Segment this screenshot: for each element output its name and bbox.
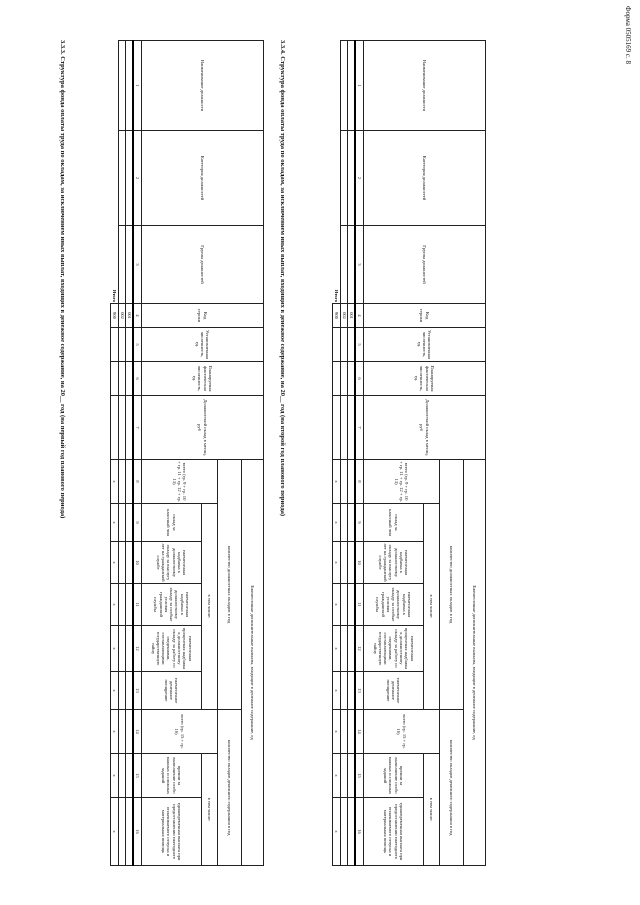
colnum-10: 10 bbox=[355, 542, 364, 584]
section-2-table bbox=[332, 40, 486, 866]
total-v16: x bbox=[333, 798, 341, 866]
hdr-salary: Должностной оклад в месяц, руб bbox=[364, 396, 486, 460]
total-row bbox=[111, 41, 119, 866]
hdr-total-8: всего (гр. 9 + гр. 10 + гр. 11 + гр. 12 + гр. 13) bbox=[142, 460, 218, 504]
hdr-established: Установленная численность, ед. bbox=[142, 328, 264, 362]
cell-category[interactable] bbox=[119, 131, 126, 226]
cell-group[interactable] bbox=[348, 226, 356, 304]
cell-v10[interactable] bbox=[348, 542, 356, 584]
hdr-monthly-group: Ежемесячные дополнительные выплаты, входящие в денежное содержание, ед bbox=[242, 460, 264, 866]
colnum-13: 13 bbox=[355, 672, 364, 710]
cell-v10[interactable] bbox=[119, 542, 126, 584]
hdr-category: Категория должностей bbox=[364, 131, 486, 226]
cell-category[interactable] bbox=[341, 131, 348, 226]
colnum-16: 16 bbox=[355, 798, 364, 866]
total-v6[interactable] bbox=[333, 362, 341, 396]
cell-v7[interactable] bbox=[126, 396, 134, 460]
hdr-c15: премии за выполнение особо важных и сложных заданий bbox=[142, 754, 202, 798]
section-2-title: 3.3.4. Структура фонда оплаты труда по окладам, за исключением иных выплат, входящих в денежное содержание, на 20__ год (на второй год планового периода) bbox=[279, 40, 286, 517]
table-row bbox=[348, 41, 356, 866]
cell-v12[interactable] bbox=[348, 626, 356, 672]
cell-v13[interactable] bbox=[119, 672, 126, 710]
hdr-c12: ежемесячная процентная надбавка к должностному окладу за работу со сведениями, составляющими государственную тайну bbox=[142, 626, 202, 672]
cell-v9[interactable] bbox=[119, 504, 126, 542]
cell-v10[interactable] bbox=[341, 542, 348, 584]
cell-v8[interactable] bbox=[341, 460, 348, 504]
colnum-12: 12 bbox=[355, 626, 364, 672]
hdr-salaries-count: количество должностных окладов в год bbox=[440, 460, 464, 710]
total-v5[interactable] bbox=[333, 328, 341, 362]
colnum-4: 4 bbox=[355, 304, 364, 328]
hdr-category: Категория должностей bbox=[142, 131, 264, 226]
hdr-salaries-count-content: количество окладов денежного содержания в год bbox=[440, 710, 464, 866]
hdr-c13: ежемесячное денежное поощрение bbox=[364, 672, 424, 710]
colnum-16: 16 bbox=[133, 798, 142, 866]
total-v8: x bbox=[333, 460, 341, 504]
colnum-15: 15 bbox=[355, 754, 364, 798]
cell-v7[interactable] bbox=[348, 396, 356, 460]
total-v10: x bbox=[111, 542, 119, 584]
cell-v9[interactable] bbox=[348, 504, 356, 542]
total-v14: x bbox=[111, 710, 119, 754]
total-label: Итого bbox=[333, 289, 339, 302]
section-1-table bbox=[110, 40, 264, 866]
colnum-7: 7 bbox=[355, 396, 364, 460]
total-v7[interactable] bbox=[111, 396, 119, 460]
total-v12: x bbox=[333, 626, 341, 672]
cell-v16[interactable] bbox=[348, 798, 356, 866]
colnum-11: 11 bbox=[133, 584, 142, 626]
cell-v11[interactable] bbox=[126, 584, 134, 626]
colnum-12: 12 bbox=[133, 626, 142, 672]
colnum-8: 8 bbox=[355, 460, 364, 504]
cell-name[interactable] bbox=[119, 41, 126, 131]
hdr-code: Код строки bbox=[364, 304, 486, 328]
cell-v6[interactable] bbox=[341, 362, 348, 396]
hdr-planned: Планируемая фактическая численность, ед. bbox=[142, 362, 264, 396]
total-code: 900 bbox=[333, 304, 341, 328]
colnum-3: 3 bbox=[133, 226, 142, 304]
total-v14: x bbox=[333, 710, 341, 754]
colnum-2: 2 bbox=[355, 131, 364, 226]
colnum-2: 2 bbox=[133, 131, 142, 226]
hdr-c15: премии за выполнение особо важных и сложных заданий bbox=[364, 754, 424, 798]
colnum-1: 1 bbox=[355, 41, 364, 131]
total-v11: x bbox=[333, 584, 341, 626]
colnum-14: 14 bbox=[133, 710, 142, 754]
cell-v13[interactable] bbox=[348, 672, 356, 710]
cell-name[interactable] bbox=[126, 41, 134, 131]
cell-v8[interactable] bbox=[119, 460, 126, 504]
total-v13: x bbox=[111, 672, 119, 710]
total-v6[interactable] bbox=[111, 362, 119, 396]
hdr-incl-2: в том числе: bbox=[202, 754, 218, 866]
hdr-monthly-group: Ежемесячные дополнительные выплаты, входящие в денежное содержание, ед bbox=[464, 460, 486, 866]
colnum-10: 10 bbox=[133, 542, 142, 584]
cell-category[interactable] bbox=[126, 131, 134, 226]
cell-v6[interactable] bbox=[126, 362, 134, 396]
hdr-c13: ежемесячное денежное поощрение bbox=[142, 672, 202, 710]
colnum-7: 7 bbox=[133, 396, 142, 460]
total-v7[interactable] bbox=[333, 396, 341, 460]
cell-v14[interactable] bbox=[119, 710, 126, 754]
hdr-salary: Должностной оклад в месяц, руб bbox=[142, 396, 264, 460]
total-v15: x bbox=[111, 754, 119, 798]
total-row bbox=[333, 41, 341, 866]
cell-v16[interactable] bbox=[341, 798, 348, 866]
cell-v14[interactable] bbox=[341, 710, 348, 754]
colnum-5: 5 bbox=[133, 328, 142, 362]
cell-v5[interactable] bbox=[119, 328, 126, 362]
cell-group[interactable] bbox=[119, 226, 126, 304]
hdr-code: Код строки bbox=[142, 304, 264, 328]
table-row bbox=[119, 41, 126, 866]
form-number: Форма 0505169 с. 8 bbox=[624, 6, 632, 65]
colnum-15: 15 bbox=[133, 754, 142, 798]
total-v13: x bbox=[333, 672, 341, 710]
total-v16: x bbox=[111, 798, 119, 866]
cell-category[interactable] bbox=[348, 131, 356, 226]
total-label: Итого bbox=[111, 289, 117, 302]
hdr-total-8: всего (гр. 9 + гр. 10 + гр. 11 + гр. 12 + гр. 13) bbox=[364, 460, 440, 504]
cell-v14[interactable] bbox=[348, 710, 356, 754]
total-v10: x bbox=[333, 542, 341, 584]
cell-v10[interactable] bbox=[126, 542, 134, 584]
hdr-c10: ежемесячная надбавка к должностному окладу за выслугу лет на гражданской службе bbox=[142, 542, 202, 584]
cell-v12[interactable] bbox=[119, 626, 126, 672]
total-code: 900 bbox=[111, 304, 119, 328]
cell-v11[interactable] bbox=[119, 584, 126, 626]
cell-v16[interactable] bbox=[119, 798, 126, 866]
cell-v5[interactable] bbox=[126, 328, 134, 362]
cell-v8[interactable] bbox=[348, 460, 356, 504]
colnum-9: 9 bbox=[133, 504, 142, 542]
hdr-c11: ежемесячная надбавка к должностному окладу за особые условия гражданской службы bbox=[364, 584, 424, 626]
row-code: 002 bbox=[119, 304, 126, 328]
hdr-salaries-count-content: количество окладов денежного содержания в год bbox=[218, 710, 242, 866]
cell-v16[interactable] bbox=[126, 798, 134, 866]
cell-v9[interactable] bbox=[126, 504, 134, 542]
cell-v13[interactable] bbox=[126, 672, 134, 710]
colnum-6: 6 bbox=[355, 362, 364, 396]
hdr-established: Установленная численность, ед. bbox=[364, 328, 486, 362]
cell-v7[interactable] bbox=[341, 396, 348, 460]
hdr-name: Наименование должности bbox=[142, 41, 264, 131]
hdr-c12: ежемесячная процентная надбавка к должностному окладу за работу со сведениями, составляющими государственную тайну bbox=[364, 626, 424, 672]
hdr-c9: оклад за классный чин bbox=[142, 504, 202, 542]
cell-v13[interactable] bbox=[341, 672, 348, 710]
table-row bbox=[126, 41, 134, 866]
total-v11: x bbox=[111, 584, 119, 626]
colnum-3: 3 bbox=[355, 226, 364, 304]
hdr-c9: оклад за классный чин bbox=[364, 504, 424, 542]
cell-name[interactable] bbox=[341, 41, 348, 131]
cell-v15[interactable] bbox=[341, 754, 348, 798]
cell-name[interactable] bbox=[348, 41, 356, 131]
cell-v12[interactable] bbox=[126, 626, 134, 672]
total-v9: x bbox=[333, 504, 341, 542]
hdr-c16: единовременная выплата при предоставлении ежегодного оплачиваемого отпуска и материальная помощь bbox=[364, 798, 424, 866]
total-v8: x bbox=[111, 460, 119, 504]
cell-group[interactable] bbox=[126, 226, 134, 304]
row-code: 002 bbox=[341, 304, 348, 328]
colnum-13: 13 bbox=[133, 672, 142, 710]
cell-v9[interactable] bbox=[341, 504, 348, 542]
colnum-11: 11 bbox=[355, 584, 364, 626]
colnum-8: 8 bbox=[133, 460, 142, 504]
table-row bbox=[341, 41, 348, 866]
hdr-total-14: всего (гр. 15 + гр. 16) bbox=[364, 710, 440, 754]
colnum-6: 6 bbox=[133, 362, 142, 396]
hdr-c10: ежемесячная надбавка к должностному окладу за выслугу лет на гражданской службе bbox=[364, 542, 424, 584]
total-v15: x bbox=[333, 754, 341, 798]
hdr-group: Группа должностей bbox=[142, 226, 264, 304]
total-v12: x bbox=[111, 626, 119, 672]
total-v9: x bbox=[111, 504, 119, 542]
hdr-incl-1: в том числе: bbox=[202, 504, 218, 710]
cell-v15[interactable] bbox=[119, 754, 126, 798]
cell-v11[interactable] bbox=[341, 584, 348, 626]
cell-v11[interactable] bbox=[348, 584, 356, 626]
cell-v15[interactable] bbox=[126, 754, 134, 798]
colnum-5: 5 bbox=[355, 328, 364, 362]
cell-v12[interactable] bbox=[341, 626, 348, 672]
cell-v7[interactable] bbox=[119, 396, 126, 460]
hdr-total-14: всего (гр. 15 + гр. 16) bbox=[142, 710, 218, 754]
total-v5[interactable] bbox=[111, 328, 119, 362]
cell-v5[interactable] bbox=[341, 328, 348, 362]
section-1-title: 3.3.3. Структура фонда оплаты труда по окладам, за исключением иных выплат, входящих в денежное содержание, на 20__ год (на первый год планового периода) bbox=[59, 40, 66, 519]
hdr-incl-1: в том числе: bbox=[424, 504, 440, 710]
hdr-incl-2: в том числе: bbox=[424, 754, 440, 866]
hdr-group: Группа должностей bbox=[364, 226, 486, 304]
cell-v5[interactable] bbox=[348, 328, 356, 362]
cell-v8[interactable] bbox=[126, 460, 134, 504]
cell-v6[interactable] bbox=[348, 362, 356, 396]
cell-group[interactable] bbox=[341, 226, 348, 304]
cell-v15[interactable] bbox=[348, 754, 356, 798]
cell-v6[interactable] bbox=[119, 362, 126, 396]
hdr-salaries-count: количество должностных окладов в год bbox=[218, 460, 242, 710]
row-code: 001 bbox=[348, 304, 356, 328]
row-code: 001 bbox=[126, 304, 134, 328]
colnum-9: 9 bbox=[355, 504, 364, 542]
colnum-1: 1 bbox=[133, 41, 142, 131]
hdr-name: Наименование должности bbox=[364, 41, 486, 131]
cell-v14[interactable] bbox=[126, 710, 134, 754]
hdr-c11: ежемесячная надбавка к должностному окладу за особые условия гражданской службы bbox=[142, 584, 202, 626]
colnum-14: 14 bbox=[355, 710, 364, 754]
hdr-planned: Планируемая фактическая численность, ед. bbox=[364, 362, 486, 396]
colnum-4: 4 bbox=[133, 304, 142, 328]
hdr-c16: единовременная выплата при предоставлении ежегодного оплачиваемого отпуска и материальная помощь bbox=[142, 798, 202, 866]
